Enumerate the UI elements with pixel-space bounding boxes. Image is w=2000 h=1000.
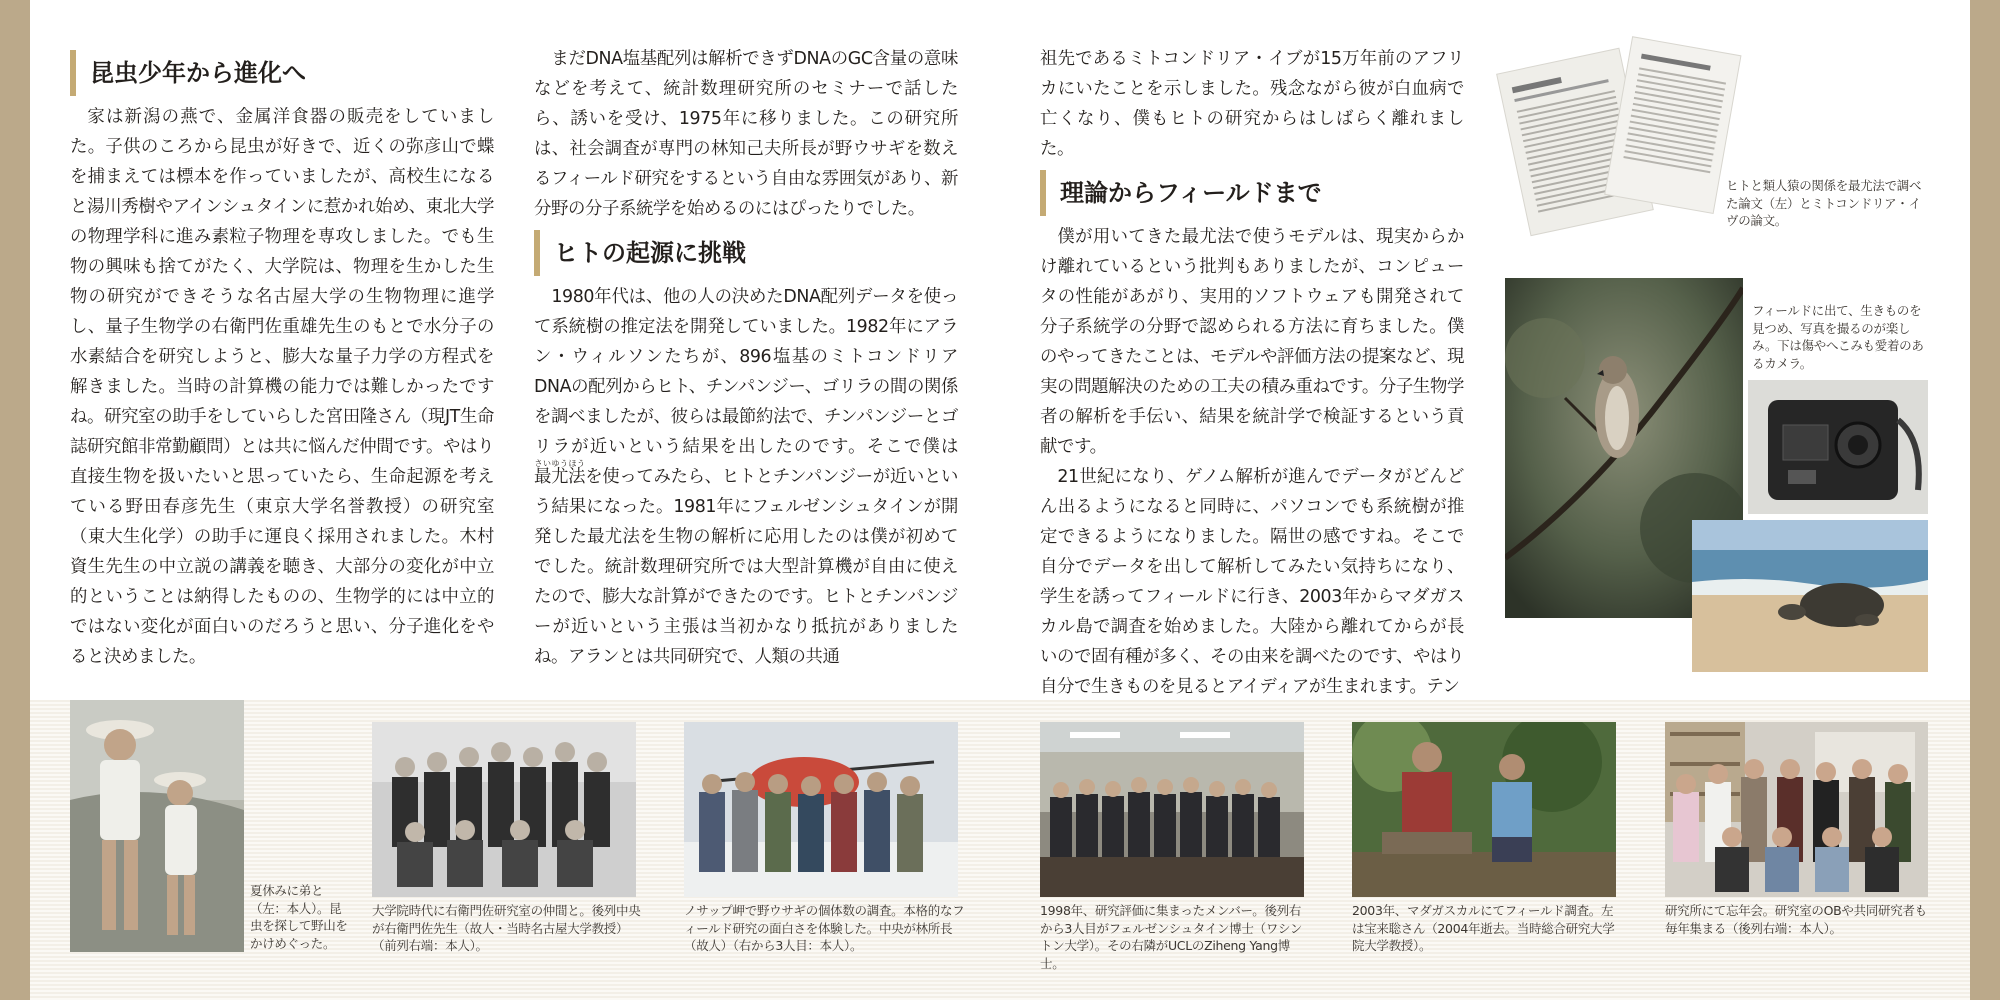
article-column-2 bbox=[534, 44, 958, 672]
childhood-photo bbox=[70, 700, 244, 952]
camera-photo bbox=[1748, 380, 1928, 514]
ruby-reading: さいゆうほう bbox=[534, 459, 586, 468]
lab-photo bbox=[372, 722, 636, 897]
section3-continued-paragraph: 祖先であるミトコンドリア・イブが15万年前のアフリカにいたことを示しました。残念ながら彼が白血病で亡くなり、僕もヒトの研究からはしばらく離れました。 bbox=[1040, 49, 1464, 159]
nosappu-caption: ノサップ岬で野ウサギの個体数の調査。本格的なフィールド研究の面白さを体験した。中央が林所長（故人）（右から3人目：本人）。 bbox=[684, 903, 965, 953]
review-1998-photo bbox=[1040, 722, 1304, 897]
madagascar-caption: 2003年、マダガスカルにてフィールド調査。左は宝来聡さん（2004年逝去。当時総合研究大学院大学教授）。 bbox=[1352, 903, 1615, 953]
section2-paragraph bbox=[534, 282, 958, 672]
party-photo bbox=[1665, 722, 1928, 897]
section2-continued-paragraph: まだDNA塩基配列は解析できずDNAのGC含量の意味などを考えて、統計数理研究所のセミナーで話したら、誘いを受け、1975年に移りました。この研究所は、社会調査が専門の林知己夫所長が野ウサギを数えるフィールド研究をするという自由な雰囲気があり、新分野の分子系統学を始めるのにはぴったりでした。 bbox=[534, 49, 958, 219]
childhood-caption: 夏休みに弟と（左：本人）。昆虫を探して野山をかけめぐった。 bbox=[250, 883, 348, 951]
section-heading-insect-boy: 昆虫少年から進化へ bbox=[70, 50, 494, 96]
section3-paragraph-2: 21世紀になり、ゲノム解析が進んでデータがどんどん出るようになると同時に、パソコンでも系統樹が推定できるようになりました。隔世の感ですね。そこで自分でデータを出して解析してみたい気持ちになり、学生を誘ってフィールドに行き、2003年からマダガスカル島で調査を始めました。大陸から離れてからが長いので固有種が多く、その由来を調べたのです、やはり自分で生きものを見るとアイディアが生まれます。テン bbox=[1040, 467, 1464, 697]
section3-paragraph-1: 僕が用いてきた最尤法で使うモデルは、現実からかけ離れているという批判もありましたが、コンピュータの性能があがり、実用的ソフトウェアも開発されて分子系統学の分野で認められる方法に育ちました。僕のやってきたことは、モデルや評価方法の提案など、現実の問題解決のための工夫の積み重ねです。分子生物学者の解析を手伝い、結果を統計学で検証するという貢献です。 bbox=[1040, 227, 1464, 457]
lab-caption: 大学院時代に右衛門佐研究室の仲間と。後列中央が右衛門佐先生（故人・当時名古屋大学教授）（前列右端：本人）。 bbox=[372, 903, 641, 953]
section2-paragraph-part-b: を使ってみたら、ヒトとチンパンジーが近いという結果になった。1981年にフェルゼンシュタインが開発した最尤法を生物の解析に応用したのは僕が初めてでした。統計数理研究所では大型計算機が自由に使えたので、膨大な計算ができたのです。ヒトとチンパンジーが近いという主張は当初かなり抵抗がありましたね。アランとは共同研究で、人類の共通 bbox=[534, 467, 958, 667]
turtle-photo bbox=[1692, 520, 1928, 672]
section1-paragraph: 家は新潟の燕で、金属洋食器の販売をしていました。子供のころから昆虫が好きで、近くの弥彦山で蝶を捕まえては標本を作っていましたが、高校生になると湯川秀樹やアインシュタインに惹かれ始め、東北大学の物理学科に進み素粒子物理を専攻しました。でも生物の興味も捨てがたく、大学院は、物理を生かした生物の研究ができそうな名古屋大学の生物物理に進学し、量子生物学の右衛門佐重雄先生のもとで水分子の水素結合を研究しようと、膨大な量子力学の方程式を解きました。当時の計算機の能力では難しかったですね。研究室の助手をしていらした宮田隆さん（現JT生命誌研究館非常勤顧問）とは共に悩んだ仲間です。やはり直接生物を扱いたいと思っていたら、生命起源を考えている野田春彦先生（東京大学名誉教授）の研究室（東大生化学）の助手に運良く採用されました。木村資生先生の中立説の講義を聴き、大部分の変化が中立的ということは納得したものの、生物学的には中立的ではない変化が面白いのだろうと思い、分子進化をやると決めました。 bbox=[70, 107, 494, 667]
nosappu-photo bbox=[684, 722, 958, 897]
review-1998-caption: 1998年、研究評価に集まったメンバー。後列右から3人目がフェルゼンシュタイン博士（ワシントン大学）。その右隣がUCLのZiheng Yang博士。 bbox=[1040, 903, 1303, 971]
madagascar-photo bbox=[1352, 722, 1616, 897]
right-border-bar bbox=[1970, 0, 2000, 1000]
section-heading-theory-field: 理論からフィールドまで bbox=[1040, 170, 1464, 216]
article-column-3 bbox=[1040, 44, 1464, 702]
party-caption: 研究所にて忘年会。研究室のOBや共同研究者も毎年集まる（後列右端：本人）。 bbox=[1665, 903, 1927, 936]
section2-paragraph-part-a: 1980年代は、他の人の決めたDNA配列データを使って系統樹の推定法を開発していました。1982年にアラン・ウィルソンたちが、896塩基のミトコンドリアDNAの配列からヒト、チンパンジー、ゴリラの間の関係を調べましたが、彼らは最節約法で、チンパンジーとゴリラが近いという結果を出したのです。そこで僕は bbox=[534, 287, 958, 457]
field-caption: フィールドに出て、生きものを見つめ、写真を撮るのが楽しみ。下は傷やへこみも愛着のあるカメラ。 bbox=[1752, 303, 1924, 371]
papers-photo bbox=[1492, 30, 1742, 245]
article-column-1 bbox=[70, 44, 494, 672]
left-border-bar bbox=[0, 0, 30, 1000]
ruby-base: 最尤法 bbox=[534, 467, 586, 487]
papers-caption: ヒトと類人猿の関係を最尤法で調べた論文（左）とミトコンドリア・イヴの論文。 bbox=[1726, 178, 1922, 228]
ruby-maximum-likelihood bbox=[534, 459, 586, 487]
section-heading-human-origin: ヒトの起源に挑戦 bbox=[534, 230, 958, 276]
